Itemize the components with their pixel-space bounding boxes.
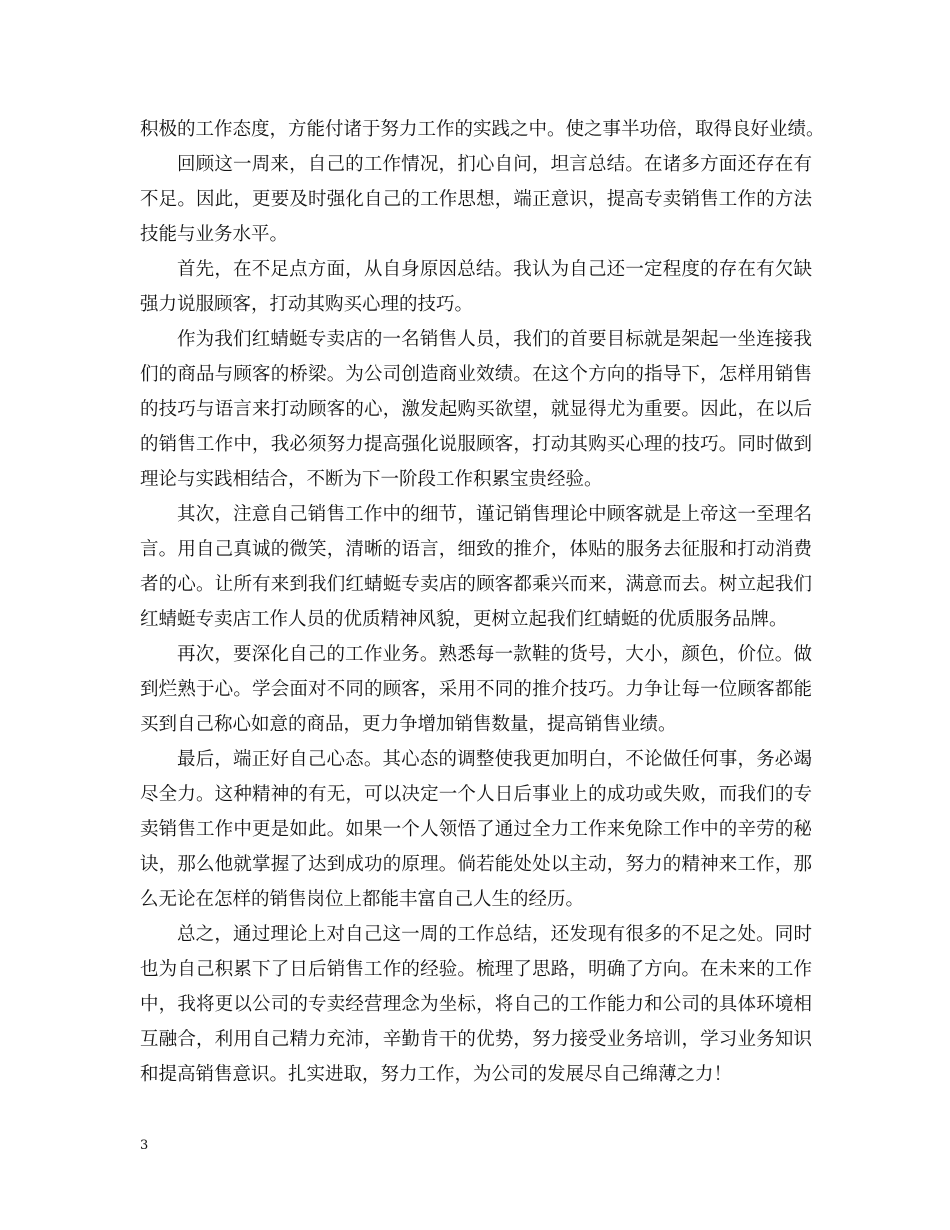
- paragraph: [140, 917, 812, 1092]
- paragraph: [140, 497, 812, 637]
- paragraph: [140, 742, 812, 917]
- document-body: [140, 112, 825, 1092]
- page-number: 3: [140, 1138, 149, 1153]
- paragraph-line: 理论与实践相结合，不断为下一阶段工作积累宝贵经验。: [140, 469, 603, 490]
- paragraph-line: 强力说服顾客，打动其购买心理的技巧。: [140, 294, 474, 315]
- paragraph-line: 积极的工作态度，方能付诸于努力工作的实践之中。使之事半功倍，取得良好业绩。: [140, 119, 825, 140]
- paragraph-line: 的销售工作中，我必须努力提高强化说服顾客，打动其购买心理的技巧。同时做到: [140, 434, 812, 455]
- paragraph-line: 到烂熟于心。学会面对不同的顾客，采用不同的推介技巧。力争让每一位顾客都能: [140, 679, 812, 700]
- paragraph-line: 最后，端正好自己心态。其心态的调整使我更加明白，不论做任何事，务必竭: [177, 749, 812, 770]
- paragraph-line: 卖销售工作中更是如此。如果一个人领悟了通过全力工作来免除工作中的辛劳的秘: [140, 819, 812, 840]
- paragraph-line: 诀，那么他就掌握了达到成功的原理。倘若能处处以主动，努力的精神来工作，那: [140, 854, 812, 875]
- paragraph-line: 再次，要深化自己的工作业务。熟悉每一款鞋的货号，大小，颜色，价位。做: [177, 644, 812, 665]
- paragraph-line: 互融合，利用自己精力充沛，辛勤肯干的优势，努力接受业务培训，学习业务知识: [140, 1029, 812, 1050]
- paragraph-line: 们的商品与顾客的桥梁。为公司创造商业效绩。在这个方向的指导下，怎样用销售: [140, 364, 812, 385]
- paragraph-line: 的技巧与语言来打动顾客的心，激发起购买欲望，就显得尤为重要。因此，在以后: [140, 399, 812, 420]
- paragraph-line: 首先，在不足点方面，从自身原因总结。我认为自己还一定程度的存在有欠缺: [177, 259, 812, 280]
- paragraph-line: 不足。因此，更要及时强化自己的工作思想，端正意识，提高专卖销售工作的方法: [140, 189, 812, 210]
- paragraph: [140, 252, 812, 322]
- paragraph-line: 么无论在怎样的销售岗位上都能丰富自己人生的经历。: [140, 889, 585, 910]
- paragraph-line: 买到自己称心如意的商品，更力争增加销售数量，提高销售业绩。: [140, 714, 677, 735]
- paragraph-line: 也为自己积累下了日后销售工作的经验。梳理了思路，明确了方向。在未来的工作: [140, 959, 812, 980]
- paragraph: [140, 637, 812, 742]
- paragraph-line: 者的心。让所有来到我们红蜻蜓专卖店的顾客都乘兴而来，满意而去。树立起我们: [140, 574, 812, 595]
- paragraph-line: 尽全力。这种精神的有无，可以决定一个人日后事业上的成功或失败，而我们的专: [140, 784, 812, 805]
- paragraph-line: 总之，通过理论上对自己这一周的工作总结，还发现有很多的不足之处。同时: [177, 924, 812, 945]
- paragraph-line: 中，我将更以公司的专卖经营理念为坐标，将自己的工作能力和公司的具体环境相: [140, 994, 812, 1015]
- paragraph: [140, 112, 825, 147]
- paragraph-line: 其次，注意自己销售工作中的细节，谨记销售理论中顾客就是上帝这一至理名: [177, 504, 812, 525]
- paragraph-line: 言。用自己真诚的微笑，清晰的语言，细致的推介，体贴的服务去征服和打动消费: [140, 539, 812, 560]
- paragraph: [140, 322, 812, 497]
- paragraph-line: 和提高销售意识。扎实进取，努力工作，为公司的发展尽自己绵薄之力！: [140, 1064, 733, 1085]
- paragraph-line: 红蜻蜓专卖店工作人员的优质精神风貌，更树立起我们红蜻蜓的优质服务品牌。: [140, 609, 788, 630]
- paragraph-line: 作为我们红蜻蜓专卖店的一名销售人员，我们的首要目标就是架起一坐连接我: [177, 329, 812, 350]
- paragraph-line: 回顾这一周来，自己的工作情况，扪心自问，坦言总结。在诸多方面还存在有: [177, 154, 812, 175]
- paragraph: [140, 147, 812, 252]
- paragraph-line: 技能与业务水平。: [140, 224, 289, 245]
